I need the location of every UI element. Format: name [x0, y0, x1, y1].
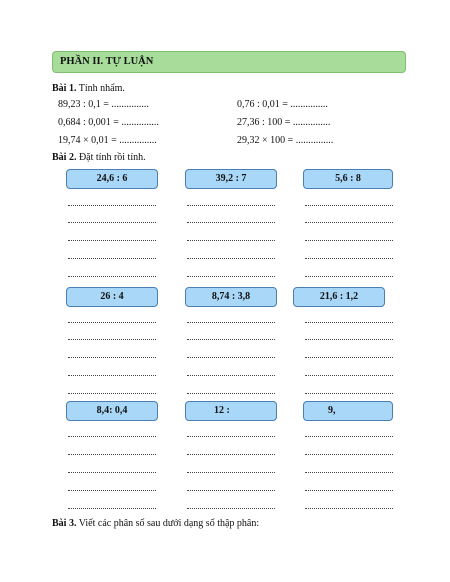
answer-line: [305, 472, 393, 474]
bai1-item: 0,684 : 0,001 = ...............: [58, 117, 159, 128]
problem-box: 21,6 : 1,2: [293, 287, 385, 307]
answer-line: [187, 436, 275, 438]
answer-line: [187, 375, 275, 377]
answer-line: [68, 508, 156, 510]
answer-line: [187, 393, 275, 395]
answer-line: [187, 240, 275, 242]
answer-line: [305, 258, 393, 260]
answer-line: [187, 454, 275, 456]
answer-line: [68, 339, 156, 341]
answer-line: [68, 240, 156, 242]
answer-line: [187, 276, 275, 278]
answer-line: [187, 322, 275, 324]
answer-line: [305, 276, 393, 278]
answer-line: [305, 322, 393, 324]
answer-line: [68, 472, 156, 474]
answer-line: [305, 240, 393, 242]
bai1-item: 29,32 × 100 = ...............: [237, 135, 334, 146]
answer-line: [187, 339, 275, 341]
answer-line: [68, 393, 156, 395]
bai1-label: Bài 1.: [52, 83, 77, 94]
bai2-heading: [52, 152, 146, 164]
problem-box: 26 : 4: [66, 287, 158, 307]
answer-line: [305, 508, 393, 510]
problem-box: 39,2 : 7: [185, 169, 277, 189]
answer-line: [305, 339, 393, 341]
bai1-heading: [52, 83, 125, 95]
bai1-instruction: Tính nhẩm.: [78, 83, 125, 94]
answer-line: [187, 357, 275, 359]
section-title: PHẦN II. TỰ LUẬN: [52, 51, 406, 73]
answer-line: [187, 258, 275, 260]
bai1-item: 27,36 : 100 = ...............: [237, 117, 331, 128]
bai1-item: 19,74 × 0,01 = ...............: [58, 135, 157, 146]
answer-line: [187, 222, 275, 224]
answer-line: [187, 490, 275, 492]
answer-line: [187, 472, 275, 474]
bai2-instruction: Đặt tính rồi tính.: [78, 152, 146, 163]
answer-line: [305, 436, 393, 438]
answer-line: [68, 436, 156, 438]
answer-line: [305, 357, 393, 359]
answer-line: [68, 222, 156, 224]
answer-line: [187, 205, 275, 207]
problem-box: 9,: [303, 401, 393, 421]
problem-box: 8,4: 0,4: [66, 401, 158, 421]
answer-line: [187, 508, 275, 510]
answer-line: [305, 375, 393, 377]
answer-line: [68, 375, 156, 377]
bai1-item: 0,76 : 0,01 = ...............: [237, 99, 328, 110]
answer-line: [305, 205, 393, 207]
bai3-label: Bài 3.: [52, 518, 77, 529]
answer-line: [305, 222, 393, 224]
answer-line: [68, 454, 156, 456]
bai2-label: Bài 2.: [52, 152, 77, 163]
answer-line: [305, 490, 393, 492]
answer-line: [68, 490, 156, 492]
problem-box: 12 :: [185, 401, 277, 421]
bai3-heading: [52, 518, 259, 530]
answer-line: [305, 454, 393, 456]
answer-line: [68, 258, 156, 260]
answer-line: [68, 205, 156, 207]
problem-box: 8,74 : 3,8: [185, 287, 277, 307]
answer-line: [68, 357, 156, 359]
answer-line: [68, 322, 156, 324]
bai1-item: 89,23 : 0,1 = ...............: [58, 99, 149, 110]
bai3-instruction: Viết các phân số sau dưới dạng số thập phân:: [78, 518, 260, 529]
problem-box: 5,6 : 8: [303, 169, 393, 189]
answer-line: [305, 393, 393, 395]
problem-box: 24,6 : 6: [66, 169, 158, 189]
answer-line: [68, 276, 156, 278]
